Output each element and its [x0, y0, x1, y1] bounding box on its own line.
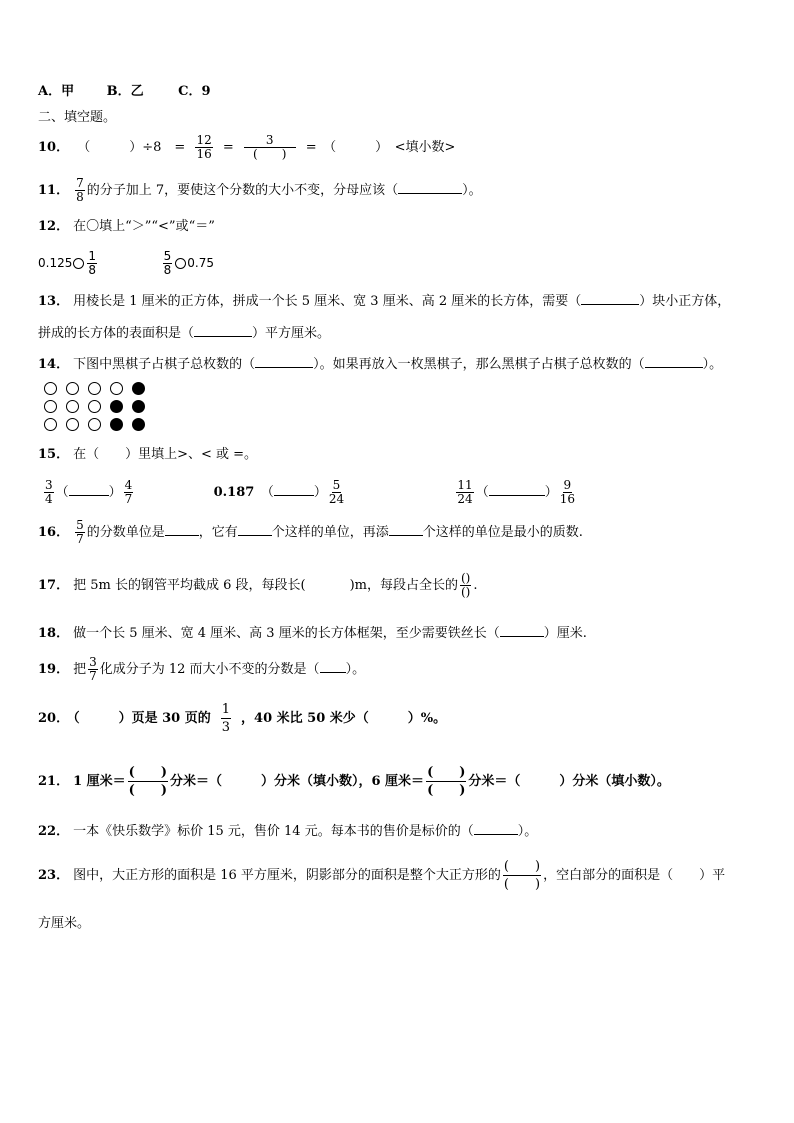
q19-tail: ）。	[345, 662, 366, 677]
white-stone	[66, 382, 79, 395]
choice-a: A．甲	[38, 84, 75, 99]
black-stone	[132, 418, 145, 431]
question-number: 13．	[38, 294, 70, 309]
q15-text: 在（ ）里填上>、< 或 =。	[73, 447, 258, 462]
q14-text: ）。	[702, 357, 723, 372]
black-stone	[132, 400, 145, 413]
answer-blank[interactable]	[389, 523, 423, 536]
question-22	[38, 822, 537, 840]
q23-text: ，空白部分的面积是（ ）平	[543, 868, 726, 883]
q16-text: 的分数单位是	[86, 525, 165, 540]
q19-text: 把	[73, 662, 87, 677]
q13-text: 用棱长是 1 厘米的正方体，拼成一个长 5 厘米、宽 3 厘米、高 2 厘米的长方体，需要（	[73, 294, 582, 309]
fraction: $\frac{11}{24}$	[457, 478, 473, 506]
q21-text: 1 厘米＝	[73, 774, 126, 789]
white-stone	[110, 382, 123, 395]
q12-text: 在〇填上“＞”“<”或“＝”	[73, 219, 215, 234]
fraction: $\frac{1}{3}$	[221, 702, 231, 735]
question-23	[38, 854, 725, 898]
question-18	[38, 624, 587, 642]
q10-part1: （ ）÷8 =	[77, 140, 186, 155]
question-17	[38, 569, 478, 603]
answer-blank[interactable]	[489, 483, 545, 496]
q14-text: ）。如果再放入一枚黑棋子，那么黑棋子占棋子总枚数的（	[313, 357, 645, 372]
q11-text: 的分子加上 7，要使这个分数的大小不变，分母应该（	[86, 183, 399, 198]
question-11	[38, 176, 482, 206]
question-13-line1	[38, 292, 730, 310]
q10-part2: = （ ） <填小数>	[305, 140, 456, 155]
q22-text: 一本《快乐数学》标价 15 元，售价 14 元。每本书的售价是标价的（	[73, 824, 474, 839]
q21-text: 分米＝（ ）分米（填小数）。	[468, 774, 670, 789]
q12-left-value: 0.125	[38, 256, 73, 270]
question-number: 15．	[38, 447, 70, 462]
answer-blank[interactable]	[320, 660, 346, 673]
question-16	[38, 518, 583, 548]
fraction: $\frac{12}{16}$	[196, 133, 212, 161]
white-stone	[88, 418, 101, 431]
q20-text: （ ）页是 30 页的	[73, 711, 211, 726]
answer-blank[interactable]	[500, 624, 544, 637]
q22-tail: ）。	[517, 824, 538, 839]
fraction: $\frac{5}{8}$	[163, 249, 172, 277]
question-number: 10．	[38, 140, 70, 155]
fraction: $\frac{1}{8}$	[88, 249, 96, 277]
white-stone	[44, 400, 57, 413]
question-number: 18．	[38, 626, 70, 641]
q17-text: )m，每段占全长的	[349, 578, 458, 593]
fraction: $\frac{4}{7}$	[124, 478, 133, 506]
fraction: $\frac{3}{( )}$	[244, 134, 296, 161]
choice-b: B．乙	[106, 84, 144, 99]
answer-blank[interactable]	[194, 324, 252, 337]
question-21	[38, 761, 670, 803]
choice-row	[38, 84, 211, 100]
q19-text: 化成分子为 12 而大小不变的分数是（	[99, 662, 320, 677]
q12-right-value: 0.75	[187, 256, 215, 270]
q17-text: 把 5m 长的钢管平均截成 6 段，每段长(	[73, 578, 306, 593]
q16-text: ，它有	[198, 525, 238, 540]
question-13-line2	[38, 324, 330, 342]
answer-blank[interactable]	[69, 483, 109, 496]
white-stone	[66, 400, 79, 413]
answer-blank[interactable]	[581, 292, 639, 305]
q17-text: .	[473, 578, 478, 593]
answer-blank[interactable]	[165, 523, 199, 536]
question-12	[38, 219, 215, 235]
compare-circle[interactable]	[73, 258, 84, 269]
q18-tail: ）厘米.	[543, 626, 587, 641]
q15-items: $\frac{3}{4}$ （ ） $\frac{4}{7}$ 0.187 （ ） $\frac{5}{24}$ $\frac{11}{24}$ （ ） $\frac{9}{16}$	[45, 478, 575, 506]
question-23-line2: 方厘米。	[38, 916, 91, 931]
q18-text: 做一个长 5 厘米、宽 4 厘米、高 3 厘米的长方体框架，至少需要铁丝长（	[73, 626, 500, 641]
white-stone	[44, 382, 57, 395]
q15-value: 0.187	[213, 485, 255, 500]
fraction: $\frac{9}{16}$	[559, 478, 575, 506]
white-stone	[88, 400, 101, 413]
q13-text: ）块小正方体，	[639, 294, 731, 309]
white-stone	[88, 382, 101, 395]
fraction: $\frac{5}{7}$	[76, 518, 84, 546]
fraction: $\frac{()}{()}$	[460, 571, 471, 599]
section-heading: 二、填空题。	[38, 110, 117, 125]
white-stone	[44, 418, 57, 431]
q21-text: 分米＝（ ）分米（填小数），6 厘米＝	[169, 774, 425, 789]
q12-items	[38, 246, 214, 280]
question-number: 17．	[38, 578, 70, 593]
compare-circle[interactable]	[175, 258, 186, 269]
black-stone	[132, 382, 145, 395]
question-number: 22．	[38, 824, 70, 839]
question-number: 16．	[38, 525, 70, 540]
white-stone	[66, 418, 79, 431]
question-number: 14．	[38, 357, 70, 372]
q13-text: ）平方厘米。	[252, 326, 331, 341]
fraction: $\frac{( )}{( )}$	[427, 765, 466, 798]
go-stones-figure	[44, 382, 147, 436]
q16-text: 个这样的单位，再添	[271, 525, 389, 540]
question-number: 20．	[38, 711, 70, 726]
fraction: $\frac{3}{4}$	[45, 478, 53, 506]
black-stone	[110, 418, 123, 431]
question-number: 23．	[38, 868, 70, 883]
fraction: $\frac{( )}{( )}$	[128, 765, 167, 798]
fraction: $\frac{7}{8}$	[76, 176, 84, 204]
answer-blank[interactable]	[255, 355, 313, 368]
answer-blank[interactable]	[274, 483, 314, 496]
question-number: 21．	[38, 774, 70, 789]
answer-blank[interactable]	[398, 181, 462, 194]
question-15	[38, 447, 257, 463]
fraction: $\frac{3}{7}$	[89, 655, 97, 683]
black-stone	[110, 400, 123, 413]
question-number: 19．	[38, 662, 70, 677]
question-number: 11．	[38, 183, 70, 198]
question-number: 12．	[38, 219, 70, 234]
question-10	[38, 133, 455, 163]
answer-blank[interactable]	[474, 822, 518, 835]
q20-text: ，40 米比 50 米少（ ）%。	[241, 711, 447, 726]
question-19	[38, 653, 365, 687]
answer-blank[interactable]	[238, 523, 272, 536]
fraction: $\frac{5}{24}$	[328, 478, 345, 506]
equals: =	[222, 140, 234, 155]
q23-text: 图中，大正方形的面积是 16 平方厘米，阴影部分的面积是整个大正方形的	[73, 868, 501, 883]
answer-blank[interactable]	[645, 355, 703, 368]
fraction: $\frac{( )}{( )}$	[503, 859, 541, 892]
q16-text: 个这样的单位是最小的质数.	[422, 525, 583, 540]
question-14	[38, 355, 722, 373]
choice-c: C．9	[178, 84, 211, 99]
question-20	[38, 700, 446, 738]
q11-tail: ）。	[462, 183, 482, 198]
q13-text: 拼成的长方体的表面积是（	[38, 326, 195, 341]
q14-text: 下图中黑棋子占棋子总枚数的（	[73, 357, 256, 372]
